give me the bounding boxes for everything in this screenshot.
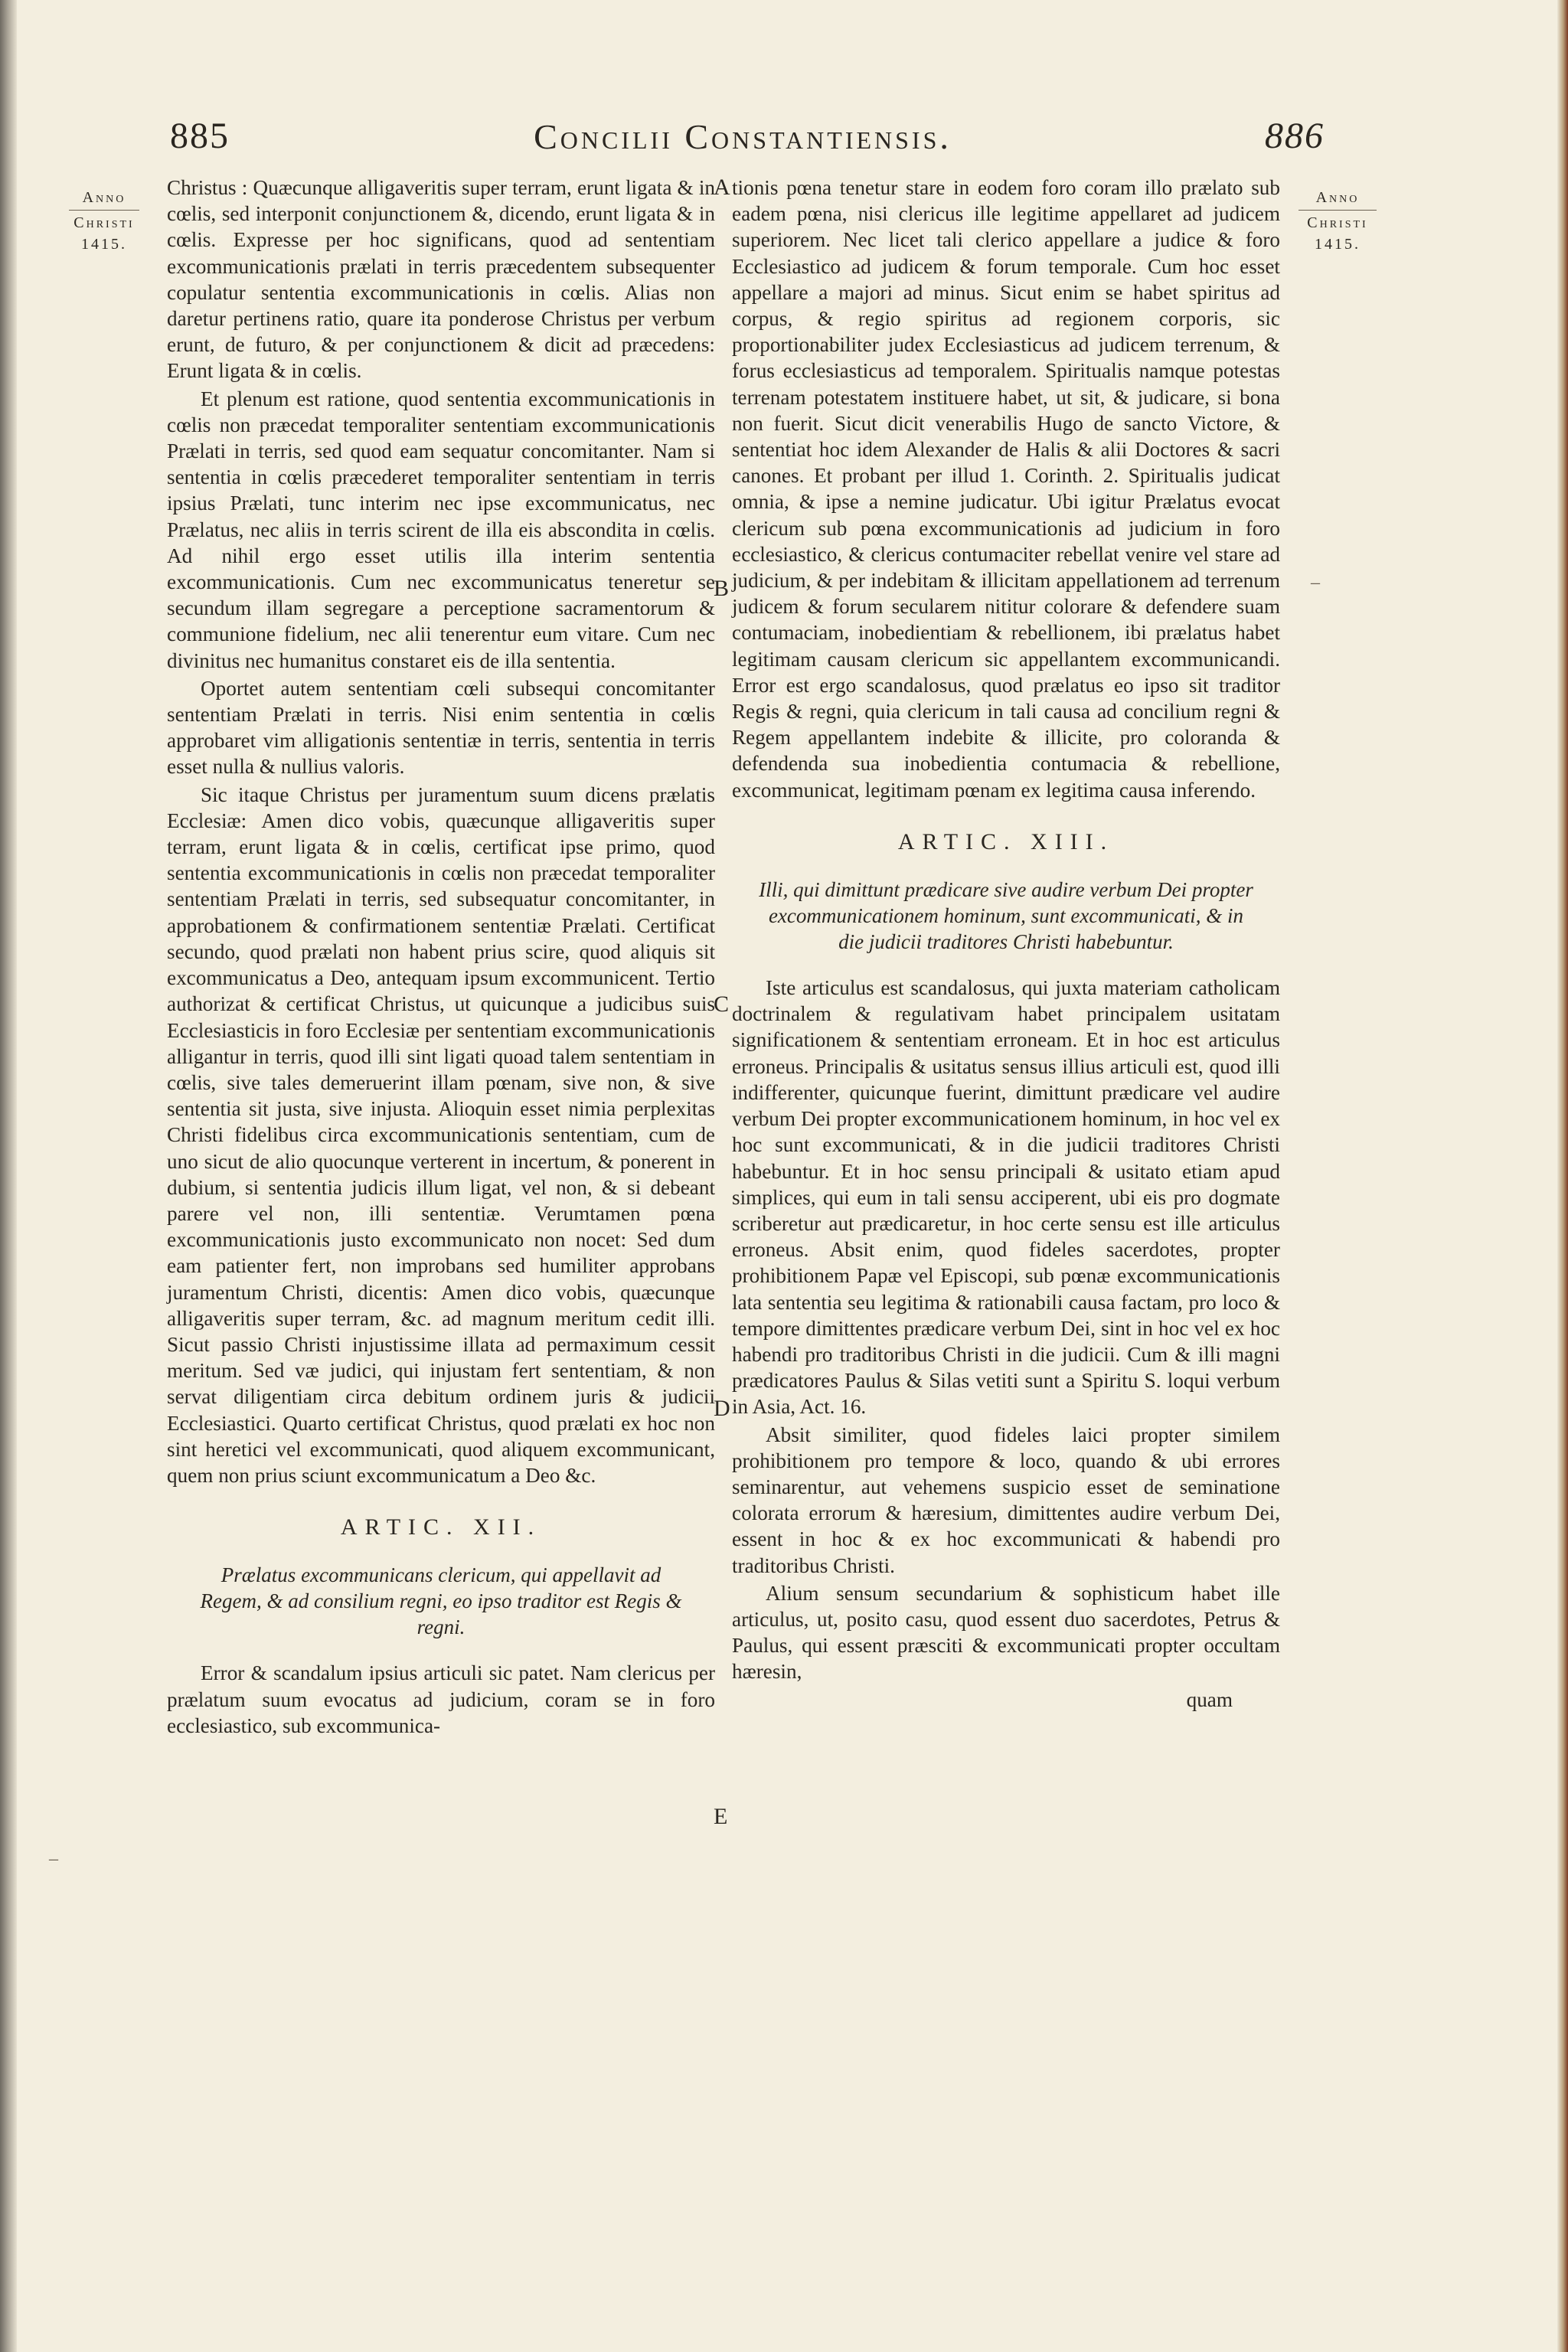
paragraph: Absit similiter, quod fideles laici propter similem prohibitionem pro tempore & loco, quando & ubi errores seminarentur, aut vehemens suspicio esset de seminatione colorata errorum & hæresium, dimittentes audire verbum Dei, essent in hoc & ex hoc excommunicati & habendi pro traditoribus Christi. — [732, 1423, 1280, 1577]
article-13-title: ARTIC. XIII. — [897, 828, 1115, 854]
paragraph: Sic itaque Christus per juramentum suum dicens prælatis Ecclesiæ: Amen dico vobis, quæcunque alligaveritis super terram, erunt ligata & in cœlis, certificat ipse primo, quod sententia excommunicationis in cœlis non præcedat temporaliter sententiam Prælati in terris, sed subsequatur concomitanter, in approbationem & confirmationem sententiæ Prælati. Certificat secundo, quod prælati non habent prius scire, quod aliquis sit excommunicatus a Deo, antequam ipsum excommunicent. Tertio authorizat & certificat Christus, ut quicunque a judicibus suis Ecclesiasticis in foro Ecclesiæ per sententiam excommunicationis alligantur in terris, quod illi sint ligati quoad talem sententiam in cœlis, sive tales demeruerint illam pœnam, sive non, & sive sententia sit justa, sive injusta. Alioquin esset nimia perplexitas Christi fidelibus circa excommunicationis sententiam, cum de uno sicut de alio quocunque verterent in incertum, & ponerent in dubium, si sententia judicis illum ligat, vel non, & si debeant parere vel non, illi sententiæ. Verumtamen pœna excommunicationis justo excommunicato non nocet: Sed dum eam patienter fert, non improbans sed humiliter approbans juramentum Christi, dicentis: Amen dico vobis, quæcunque alligaveritis super terram, &c. ad magnum meritum cedit illi. Sicut passio Christi injustissime illata ad permaximum cessit meritum. Sed væ judici, qui injustam fert sententiam, & non servat diligentiam circa debitum ordinem juris & judicii Ecclesiastici. Quarto certificat Christus, quod prælati ex hoc non sint heretici vel excommunicati, quod aliquem excommunicant, quem non prius sciunt excommunicatum a Deo &c. — [167, 782, 715, 1487]
article-13-statement: Illi, qui dimittunt prædicare sive audire verbum Dei propter excommunicationem hominum, sunt excommunicati, & in die judicii traditores Christi habebuntur. — [759, 878, 1253, 954]
right-column — [732, 175, 1280, 1713]
section-letter-c: C — [714, 991, 730, 1017]
margin-mark: – — [49, 1849, 58, 1869]
section-letter-d: D — [714, 1396, 730, 1421]
paragraph: tionis pœna tenetur stare in eodem foro coram illo prælato sub eadem pœna, nisi clericus ille legitime appellaret ad judicem superiorem. Nec licet tali clerico appellare a judice & foro Ecclesiastico ad judicem & forum temporale. Cum hoc esset appellare a majori ad minus. Sicut enim se habet spiritus ad corpus, & regio spiritus ad regionem corporis, sic proportionabiliter judex Ecclesiasticus ad judicem terrenum, & forus ecclesiasticus ad temporalem. Spiritualis namque potestas terrenam potestatem instituere habet, ut sit, & judicare, si bona non fuerit. Sicut dicit venerabilis Hugo de sancto Victore, & sententiat hoc idem Alexander de Halis & alii Doctores & sacri canones. Et probant per illud 1. Corinth. 2. Spiritualis judicat omnia, & ipse a nemine judicatur. Ubi igitur Prælatus evocat clericum sub pœna excommunicationis ad judicium in foro ecclesiastico, & clericus contumaciter rebellat venire vel stare ad judicium, & per indebitam & illicitam appellationem ad terrenum judicem & forum secularem nititur colorare & defendere suam contumaciam, inobedientiam & rebellionem, ibi prælatus habet legitimam causam clericum sic appellantem excommunicandi. Error est ergo scandalosus, quod prælatus eo ipso sit traditor Regis & regni, quia clericum in tali causa ad concilium regni & Regem appellantem indebite & illicite, pro coloranda & defendenda sua inobedientia contumacia & rebellione, excommunicat, legitimam pœnam ex legitima causa inferendo. — [732, 176, 1280, 802]
article-12-title: ARTIC. XII. — [340, 1514, 542, 1540]
page-binding-edge — [0, 0, 17, 2352]
margin-note-year: 1415. — [1315, 236, 1361, 253]
margin-rule — [1298, 210, 1377, 211]
article-12-statement: Prælatus excommunicans clericum, qui appellavit ad Regem, & ad consilium regni, eo ipso traditor est Regis & regni. — [200, 1563, 682, 1639]
margin-rule — [69, 210, 139, 211]
paragraph: Christus : Quæcunque alligaveritis super terram, erunt ligata & in cœlis, sed interponit conjunctionem &, dicendo, erunt ligata & in cœlis. Expresse per hoc significans, quod ad sententiam excommunicationis prælati in terris præcedentem subsequenter copulatur sententia excommunicationis in cœlis. Alias non daretur pertinens ratio, quare ita ponderose Christus per verbum erunt, de futuro, & per conjunctionem & dicit ad præcedens: Erunt ligata & in cœlis. — [167, 176, 715, 383]
left-column — [167, 175, 715, 1740]
paragraph: Et plenum est ratione, quod sententia excommunicationis in cœlis non præcedat temporaliter sententiam excommunicationis Prælati in terris, sed quod eam sequatur concomitanter. Nam si sententia in cœlis præcederet temporaliter sententiam in terris ipsius Prælati, tunc interim nec ipse excommunicatus, nec Prælatus, nec aliis in terris scirent de illa eis abscondita in cœlis. Ad nihil ergo esset utilis illa interim sententia excommunicationis. Cum nec excommunicatus teneretur se secundum illam segregare a perceptione sacramentorum & communione fidelium, nec alii tenerentur eum vitare. Cum nec divinitus nec humanitus constaret eis de illa sententia. — [167, 387, 715, 672]
margin-note-anno: Anno — [1315, 189, 1360, 206]
catchword: quam — [1186, 1687, 1233, 1711]
section-letter-a: A — [714, 175, 730, 200]
page-header — [161, 115, 1325, 168]
paragraph: Alium sensum secundarium & sophisticum habet ille articulus, ut, posito casu, quod essent duo sacerdotes, Petrus & Paulus, qui essent præsciti & excommunicati propter occultam hæresin, — [732, 1581, 1280, 1684]
paragraph: Iste articulus est scandalosus, qui juxta materiam catholicam doctrinalem & regulativam habet principalem usitatam significationem & sententiam erroneam. Et in hoc est articulus erroneus. Principalis & usitatus sensus illius articuli est, quod illi indifferenter, quicunque fuerint, dimittunt prædicare vel audire verbum Dei propter excommunicationem hominum, in hoc vel ex hoc sunt excommunicati, & in die judicii traditores Christi habebuntur. Et in hoc sensu principali & usitato etiam apud simplices, qui eum in tali sensu acciperent, ubi eis pro dogmate scriberetur aut prædicaretur, in hoc certe sensu est ille articulus erroneus. Absit enim, quod fideles sacerdotes, propter prohibitionem Papæ vel Episcopi, sub pœnæ excommunicationis lata sententia seu legitima & rationabili causa factam, pro loco & tempore dimittentes prædicare verbum Dei, sint in hoc vel ex hoc habendi pro traditoribus Christi in die judicii. Cum & illi magni prædicatores Paulus & Silas vetiti sunt a Spiritu S. loqui verbum in Asia, Act. 16. — [732, 976, 1280, 1419]
page-fore-edge — [1557, 0, 1568, 2352]
paragraph: Error & scandalum ipsius articuli sic patet. Nam clericus per prælatum suum evocatus ad judicium, coram se in foro ecclesiastico, sub excommunica- — [167, 1661, 715, 1737]
right-page-number: 886 — [1265, 116, 1325, 156]
left-page-number: 885 — [170, 116, 230, 156]
margin-mark: – — [1311, 573, 1320, 593]
margin-note-anno: Anno — [82, 189, 126, 206]
margin-note-left — [58, 187, 150, 255]
margin-note-christi: Christi — [74, 214, 135, 231]
margin-note-christi: Christi — [1307, 214, 1368, 231]
paragraph: Oportet autem sententiam cœli subsequi concomitanter sententiam Prælati in terris. Nisi enim sententia in cœlis approbaret vim alligationis sententiæ in terris, sententia in terris esset nulla & nullius valoris. — [167, 676, 715, 779]
section-letter-e: E — [714, 1804, 728, 1829]
running-title: Concilii Constantiensis. — [534, 117, 952, 156]
section-letter-b: B — [714, 576, 730, 601]
margin-note-year: 1415. — [81, 236, 127, 253]
margin-note-right — [1288, 187, 1387, 255]
